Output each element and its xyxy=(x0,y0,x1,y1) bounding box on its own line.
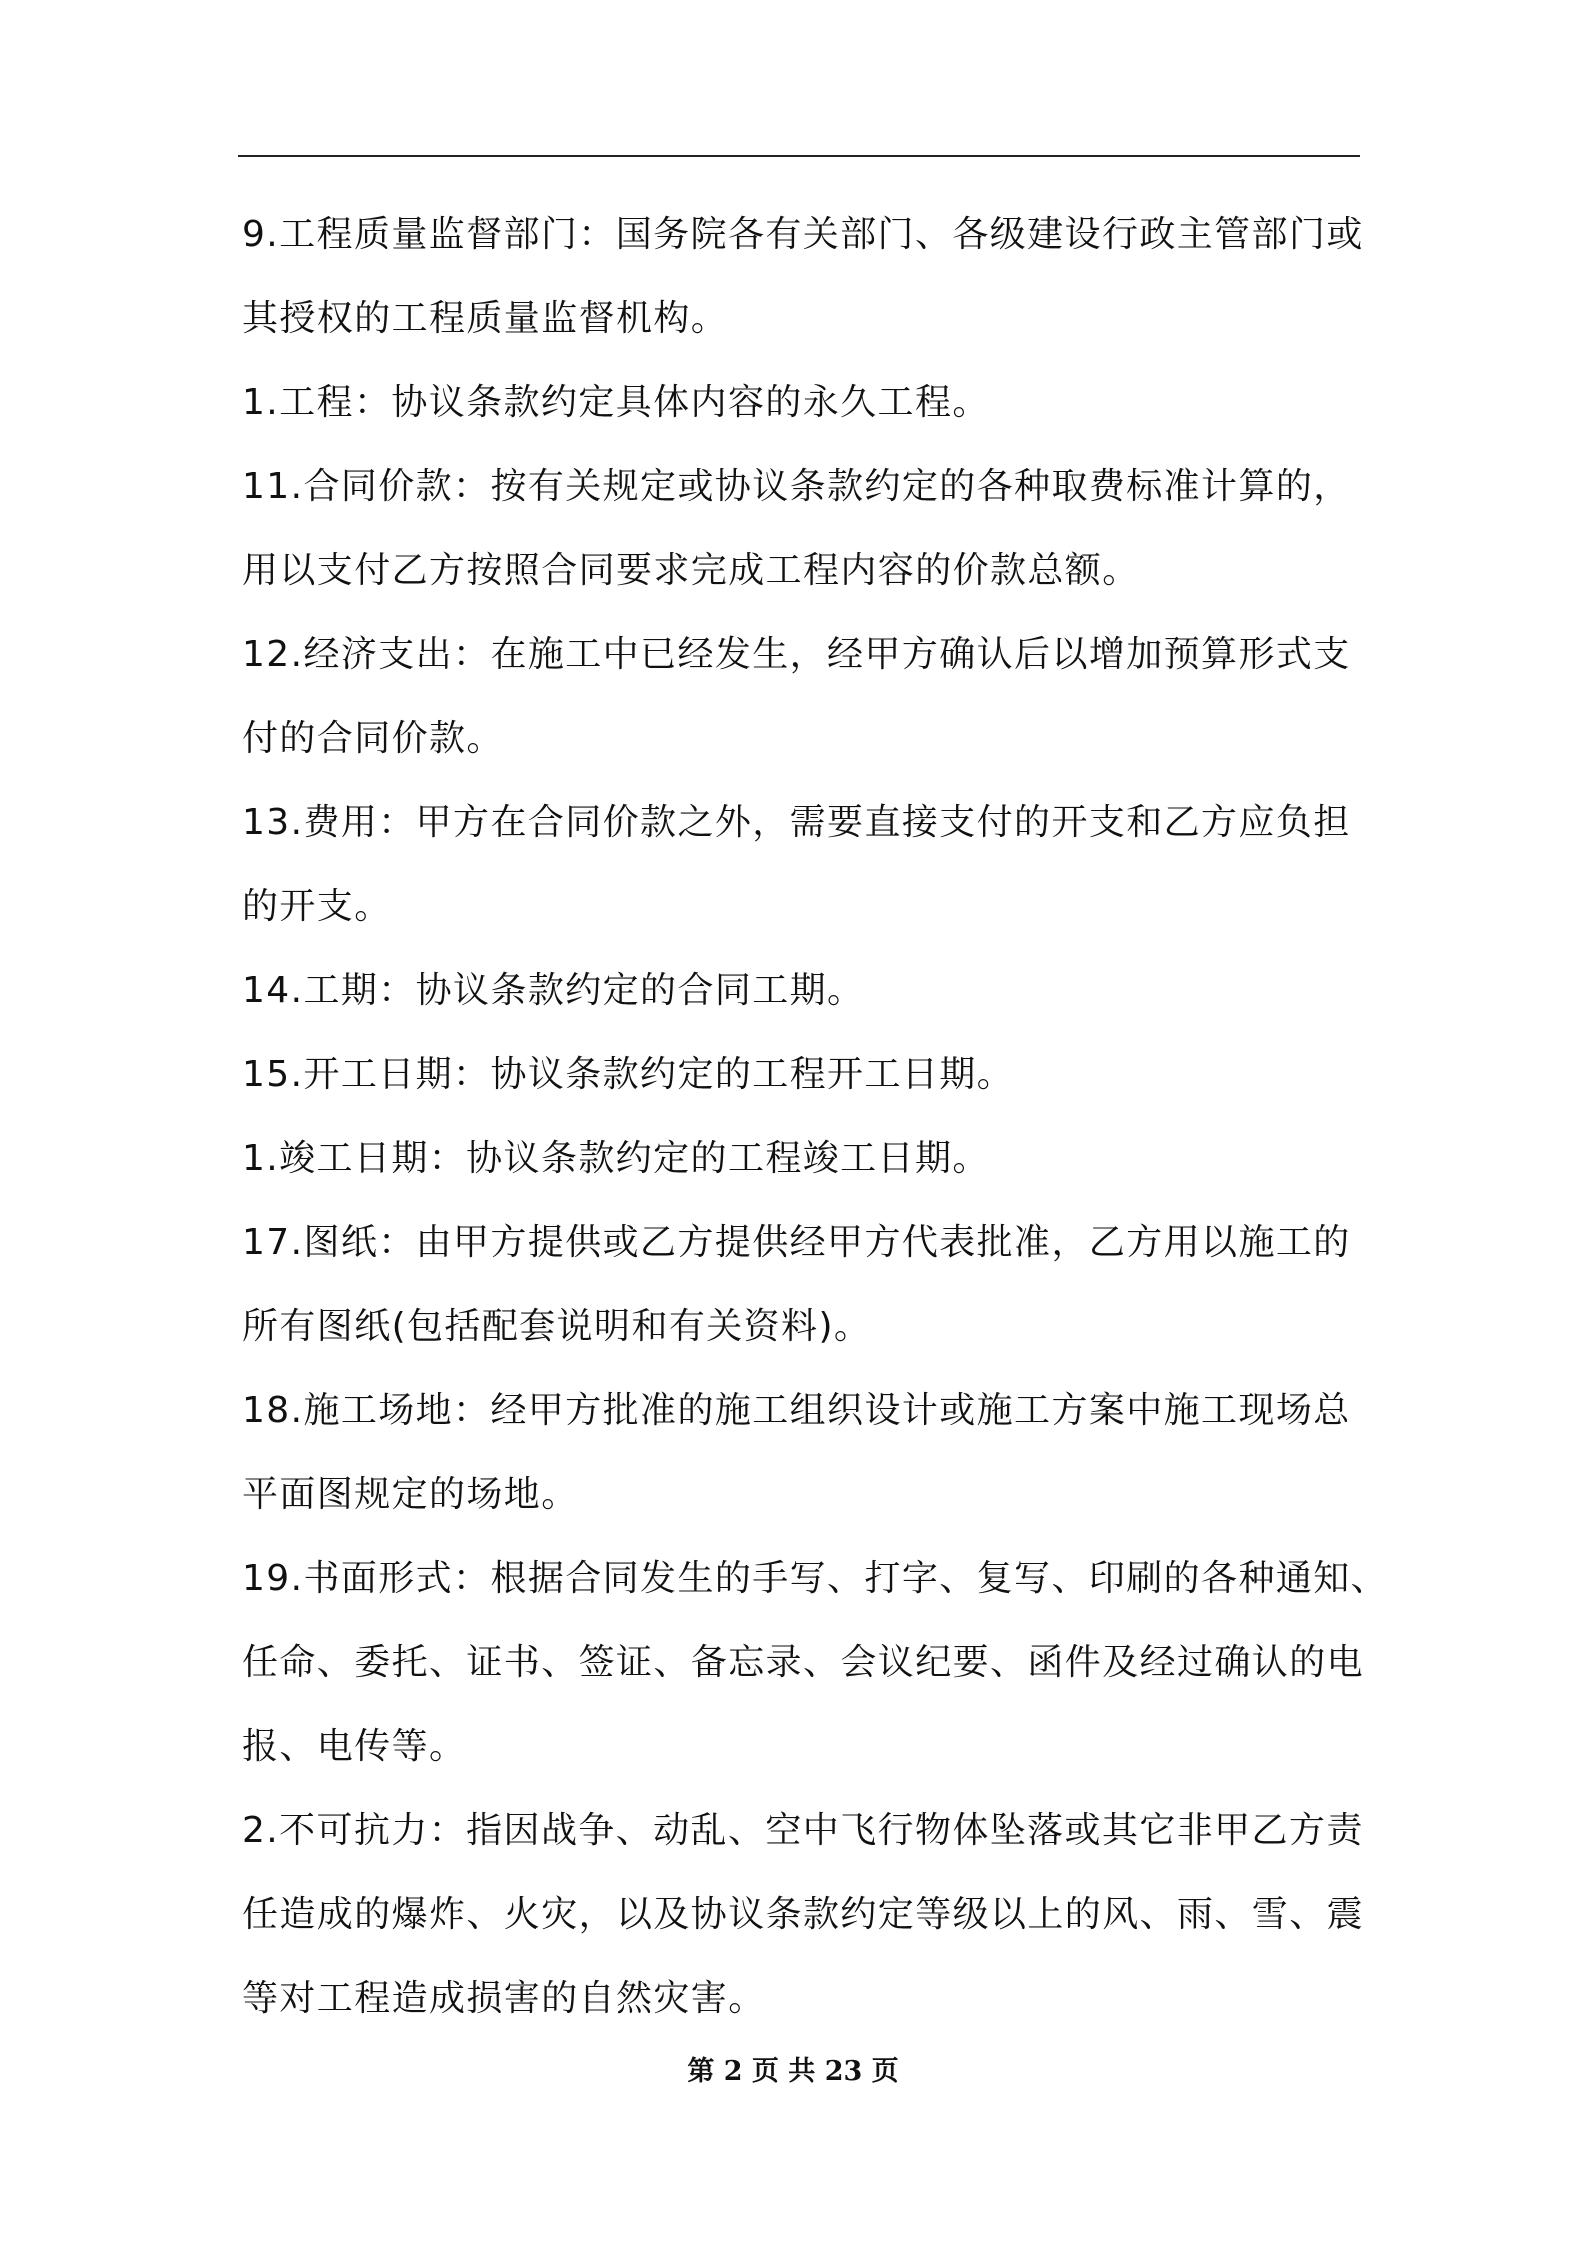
clause-line: 9.工程质量监督部门：国务院各有关部门、各级建设行政主管部门或 xyxy=(242,214,1364,255)
clause-line: 所有图纸(包括配套说明和有关资料)。 xyxy=(242,1306,872,1347)
header-rule xyxy=(238,155,1360,157)
clause-line: 12.经济支出：在施工中已经发生，经甲方确认后以增加预算形式支 xyxy=(242,634,1351,675)
clause-line: 15.开工日期：协议条款约定的工程开工日期。 xyxy=(242,1054,1015,1095)
clause-line: 1.工程：协议条款约定具体内容的永久工程。 xyxy=(242,382,990,423)
document-body xyxy=(242,193,1389,2041)
clause-paragraph xyxy=(242,781,1372,949)
clause-paragraph xyxy=(242,1117,1372,1201)
clause-paragraph xyxy=(242,1033,1372,1117)
clause-line: 任命、委托、证书、签证、备忘录、会议纪要、函件及经过确认的电 xyxy=(242,1642,1365,1683)
clause-line: 19.书面形式：根据合同发生的手写、打字、复写、印刷的各种通知、 xyxy=(242,1558,1389,1599)
clause-line: 任造成的爆炸、火灾，以及协议条款约定等级以上的风、雨、雪、震 xyxy=(242,1894,1365,1935)
clause-line: 18.施工场地：经甲方批准的施工组织设计或施工方案中施工现场总 xyxy=(242,1390,1351,1431)
clause-paragraph xyxy=(242,1201,1372,1369)
clause-line: 其授权的工程质量监督机构。 xyxy=(242,298,729,339)
clause-paragraph xyxy=(242,361,1372,445)
clause-paragraph xyxy=(242,193,1372,361)
clause-paragraph xyxy=(242,1537,1389,1789)
clause-paragraph xyxy=(242,613,1372,781)
clause-paragraph xyxy=(242,445,1372,613)
clause-line: 付的合同价款。 xyxy=(242,718,504,759)
clause-paragraph xyxy=(242,1369,1372,1537)
clause-line: 11.合同价款：按有关规定或协议条款约定的各种取费标准计算的， xyxy=(242,466,1351,507)
clause-line: 17.图纸：由甲方提供或乙方提供经甲方代表批准，乙方用以施工的 xyxy=(242,1222,1351,1263)
clause-line: 2.不可抗力：指因战争、动乱、空中飞行物体坠落或其它非甲乙方责 xyxy=(242,1810,1364,1851)
clause-line: 用以支付乙方按照合同要求完成工程内容的价款总额。 xyxy=(242,550,1140,591)
clause-line: 13.费用：甲方在合同价款之外，需要直接支付的开支和乙方应负担 xyxy=(242,802,1351,843)
clause-line: 1.竣工日期：协议条款约定的工程竣工日期。 xyxy=(242,1138,990,1179)
clause-paragraph xyxy=(242,949,1372,1033)
page-number-label: 第 2 页 共 23 页 xyxy=(687,2056,899,2087)
page-footer xyxy=(0,2052,1586,2092)
clause-paragraph xyxy=(242,1789,1372,2041)
clause-line: 报、电传等。 xyxy=(242,1726,467,1767)
clause-line: 平面图规定的场地。 xyxy=(242,1474,579,1515)
clause-line: 14.工期：协议条款约定的合同工期。 xyxy=(242,970,865,1011)
clause-line: 的开支。 xyxy=(242,886,392,927)
clause-line: 等对工程造成损害的自然灾害。 xyxy=(242,1978,766,2019)
